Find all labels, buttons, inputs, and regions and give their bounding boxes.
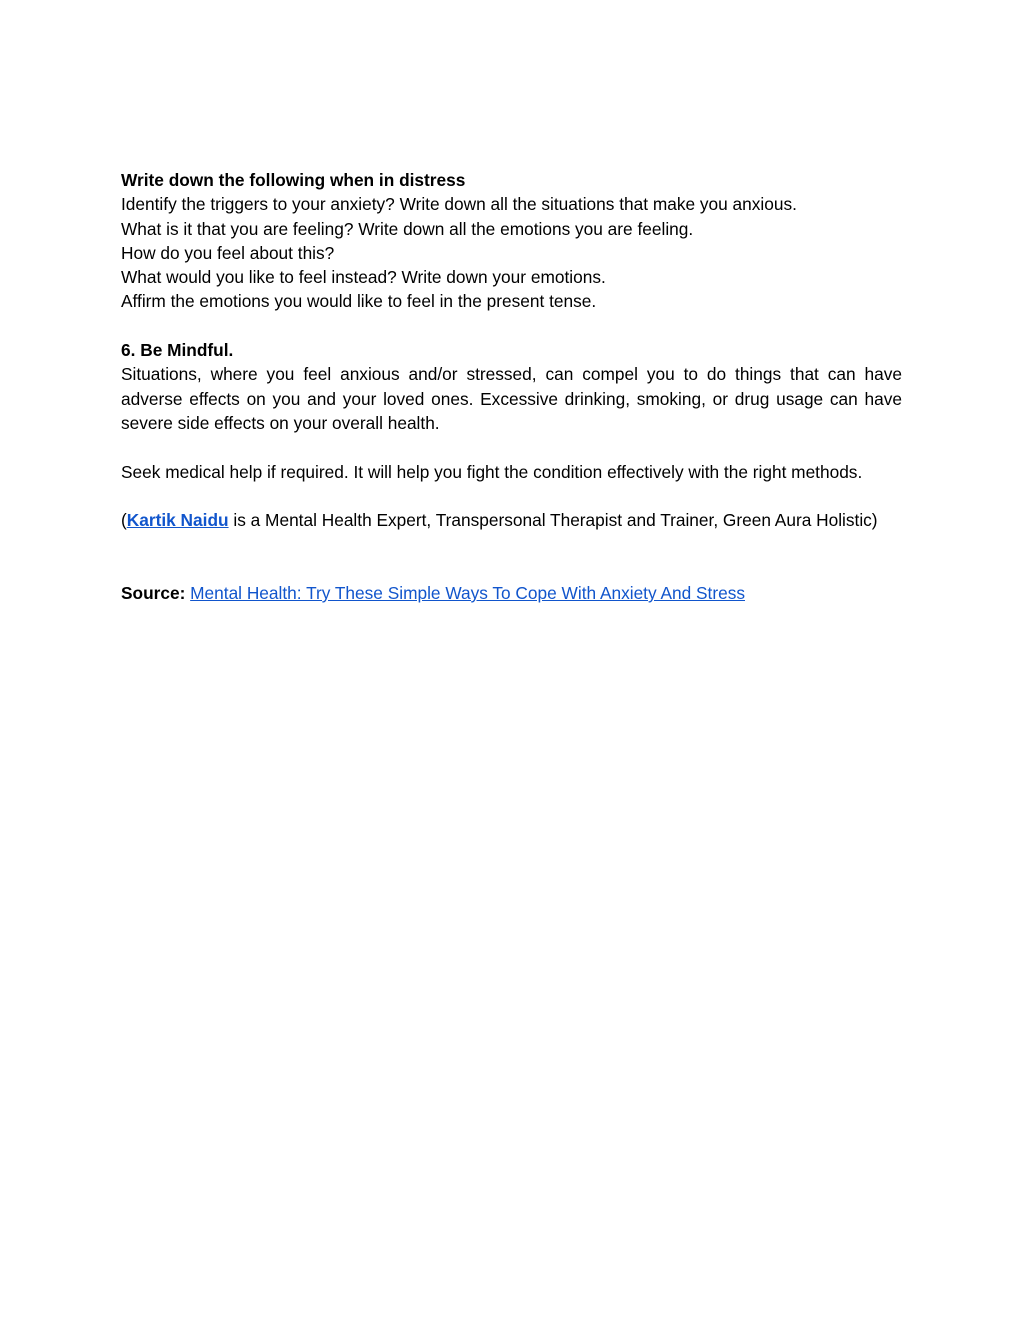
distress-line-instead: What would you like to feel instead? Write down your emotions. — [121, 267, 606, 288]
mindful-paragraph-situations: Situations, where you feel anxious and/or stressed, can compel you to do things that can have adverse effects on you and your loved ones. Excessive drinking, smoking, or drug usage can have severe side effects on your overall health. — [121, 364, 902, 433]
spacer — [121, 532, 902, 581]
mindful-heading: 6. Be Mindful. — [121, 340, 234, 361]
spacer — [121, 484, 902, 508]
mindful-paragraph-seek-help: Seek medical help if required. It will help you fight the condition effectively with the right methods. — [121, 461, 863, 482]
author-description: is a Mental Health Expert, Transpersonal Therapist and Trainer, Green Aura Holistic) — [228, 510, 878, 531]
spacer — [121, 314, 902, 338]
distress-heading: Write down the following when in distress — [121, 170, 466, 190]
distress-line-how-feel: How do you feel about this? — [121, 242, 335, 263]
source-article-link[interactable]: Mental Health: Try These Simple Ways To Cope With Anxiety And Stress — [190, 583, 745, 604]
source-label: Source: — [121, 583, 186, 604]
author-credit — [121, 508, 902, 532]
source-line — [121, 581, 902, 605]
author-name-link[interactable]: Kartik Naidu — [126, 510, 229, 531]
document-page — [121, 168, 902, 605]
distress-line-affirm: Affirm the emotions you would like to feel in the present tense. — [121, 291, 597, 312]
author-open-paren: ( — [121, 510, 127, 531]
distress-line-feeling: What is it that you are feeling? Write down all the emotions you are feeling. — [121, 218, 694, 239]
spacer — [121, 435, 902, 459]
distress-line-triggers: Identify the triggers to your anxiety? Write down all the situations that make you anxious. — [121, 194, 797, 215]
